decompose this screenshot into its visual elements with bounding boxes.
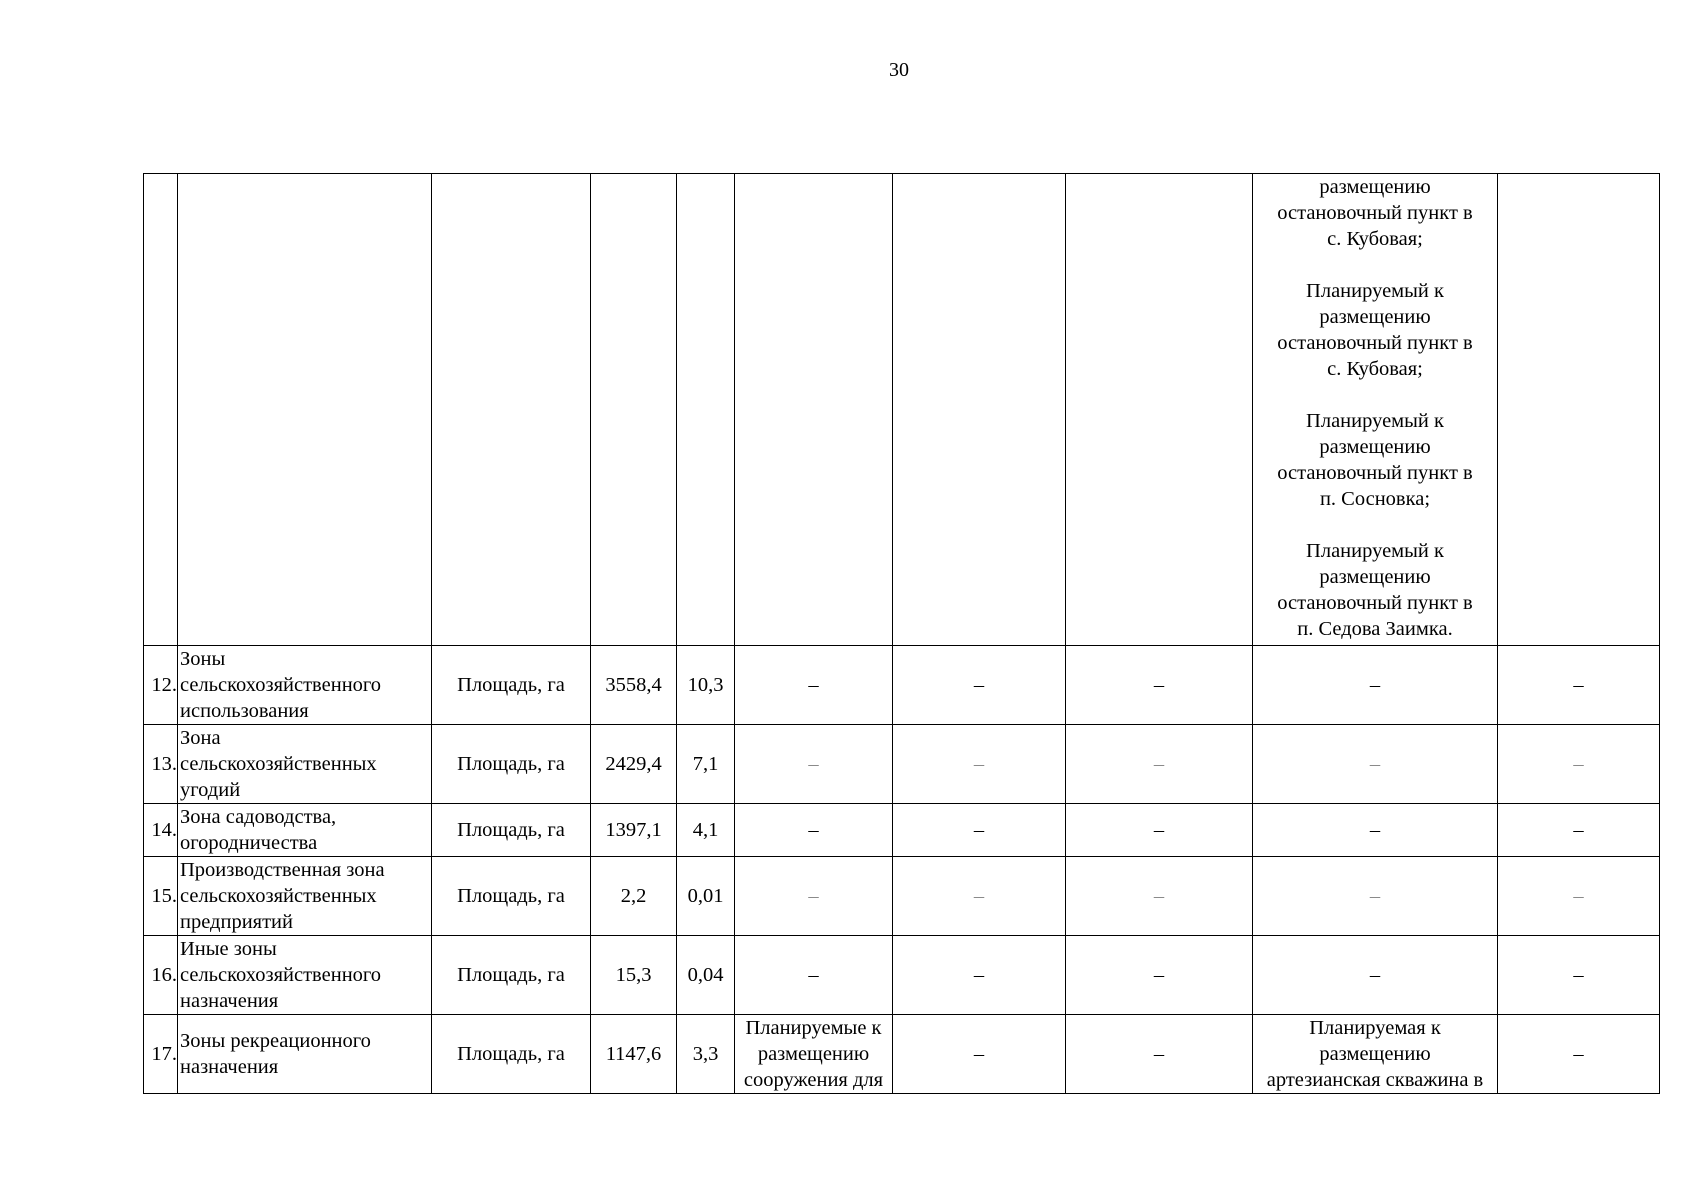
table-row [144, 1015, 1660, 1094]
cell-zone-name [178, 1015, 432, 1094]
text-line: остановочный пункт в [1277, 332, 1473, 354]
text-line: назначения [180, 1056, 279, 1078]
cell-area [591, 174, 677, 646]
text-line: п. Сосновка; [1319, 488, 1431, 510]
cell-col7: – [893, 857, 1066, 936]
table-row-continuation [144, 174, 1660, 646]
cell-unit: Площадь, га [432, 1015, 591, 1094]
cell-col8: – [1066, 804, 1253, 857]
text-line: назначения [180, 990, 279, 1012]
cell-percent: 4,1 [677, 804, 735, 857]
cell-zone-name [178, 174, 432, 646]
table-row [144, 857, 1660, 936]
cell-unit: Площадь, га [432, 936, 591, 1015]
cell-col10 [1498, 174, 1660, 646]
text-line: сельскохозяйственных [180, 753, 377, 775]
cell-num: 13. [144, 725, 178, 804]
text-line: Зоны рекреационного [180, 1030, 371, 1052]
cell-num: 12. [144, 646, 178, 725]
text-line: с. Кубовая; [1327, 358, 1423, 380]
cell-col10: – [1498, 1015, 1660, 1094]
cell-unit: Площадь, га [432, 804, 591, 857]
cell-unit: Площадь, га [432, 646, 591, 725]
cell-col7: – [893, 804, 1066, 857]
text-line: с. Кубовая; [1327, 228, 1423, 250]
cell-percent: 3,3 [677, 1015, 735, 1094]
text-line: остановочный пункт в [1277, 462, 1473, 484]
text-line: Производственная зона [180, 859, 385, 881]
cell-unit: Площадь, га [432, 857, 591, 936]
text-block [1255, 278, 1495, 382]
text-line: остановочный пункт в [1277, 592, 1473, 614]
text-line: размещению [1319, 436, 1431, 458]
text-block [1255, 174, 1495, 252]
cell-unit [432, 174, 591, 646]
cell-percent: 0,04 [677, 936, 735, 1015]
cell-num: 17. [144, 1015, 178, 1094]
text-line: Планируемый к [1306, 280, 1444, 302]
cell-percent: 0,01 [677, 857, 735, 936]
cell-percent: 10,3 [677, 646, 735, 725]
table-row [144, 646, 1660, 725]
cell-col10: – [1498, 857, 1660, 936]
cell-col9 [1253, 1015, 1498, 1094]
cell-percent [677, 174, 735, 646]
text-block [1255, 408, 1495, 512]
cell-zone-name [178, 857, 432, 936]
text-line: предприятий [180, 911, 294, 933]
cell-col9: – [1253, 646, 1498, 725]
text-line: размещению [1319, 1043, 1431, 1065]
cell-num: 14. [144, 804, 178, 857]
cell-col10: – [1498, 646, 1660, 725]
text-line: артезианская скважина в [1266, 1069, 1484, 1091]
text-line: размещению [1319, 566, 1431, 588]
text-line: сооружения для [743, 1069, 884, 1091]
text-line: огородничества [180, 832, 318, 854]
cell-col6: – [735, 804, 893, 857]
cell-col9: – [1253, 857, 1498, 936]
cell-col8: – [1066, 857, 1253, 936]
cell-col6: – [735, 857, 893, 936]
cell-area: 1397,1 [591, 804, 677, 857]
cell-percent: 7,1 [677, 725, 735, 804]
text-line: Планируемые к [745, 1017, 882, 1039]
cell-col6: – [735, 936, 893, 1015]
cell-col6: – [735, 646, 893, 725]
cell-col8: – [1066, 646, 1253, 725]
cell-col6 [735, 1015, 893, 1094]
cell-area: 2429,4 [591, 725, 677, 804]
cell-col7: – [893, 646, 1066, 725]
cell-col10: – [1498, 804, 1660, 857]
text-line: сельскохозяйственных [180, 885, 377, 907]
cell-area: 15,3 [591, 936, 677, 1015]
cell-col8: – [1066, 1015, 1253, 1094]
cell-num [144, 174, 178, 646]
text-line: размещению [1319, 306, 1431, 328]
cell-col8 [1066, 174, 1253, 646]
cell-num: 15. [144, 857, 178, 936]
text-line: Зона садоводства, [180, 806, 337, 828]
text-line: Планируемый к [1306, 410, 1444, 432]
cell-area: 1147,6 [591, 1015, 677, 1094]
cell-col6 [735, 174, 893, 646]
text-line: п. Седова Заимка. [1297, 618, 1453, 640]
text-line: использования [180, 700, 309, 722]
cell-col9: – [1253, 936, 1498, 1015]
cell-col9: – [1253, 804, 1498, 857]
table-row [144, 725, 1660, 804]
cell-col7: – [893, 725, 1066, 804]
text-line: остановочный пункт в [1277, 202, 1473, 224]
cell-col7: – [893, 1015, 1066, 1094]
cell-col9: – [1253, 725, 1498, 804]
text-line: размещению [757, 1043, 870, 1065]
text-line: размещению [1319, 176, 1431, 198]
cell-zone-name [178, 936, 432, 1015]
cell-col8: – [1066, 936, 1253, 1015]
text-line: Планируемая к [1309, 1017, 1441, 1039]
table-row [144, 936, 1660, 1015]
cell-col7 [893, 174, 1066, 646]
cell-col10: – [1498, 936, 1660, 1015]
table-row [144, 804, 1660, 857]
page-number: 30 [889, 59, 909, 81]
text-block [1255, 538, 1495, 642]
cell-col6: – [735, 725, 893, 804]
text-line: Планируемый к [1306, 540, 1444, 562]
text-line: Иные зоны [180, 938, 277, 960]
text-line: угодий [180, 779, 241, 801]
cell-area: 3558,4 [591, 646, 677, 725]
cell-col8: – [1066, 725, 1253, 804]
cell-col7: – [893, 936, 1066, 1015]
cell-area: 2,2 [591, 857, 677, 936]
cell-col9 [1253, 174, 1498, 646]
zones-table [143, 173, 1660, 1094]
cell-unit: Площадь, га [432, 725, 591, 804]
cell-zone-name [178, 725, 432, 804]
text-line: Зона [180, 727, 221, 749]
cell-zone-name [178, 646, 432, 725]
text-line: сельскохозяйственного [180, 964, 382, 986]
text-line: Зоны [180, 648, 226, 670]
cell-num: 16. [144, 936, 178, 1015]
cell-col10: – [1498, 725, 1660, 804]
cell-zone-name [178, 804, 432, 857]
text-line: сельскохозяйственного [180, 674, 382, 696]
